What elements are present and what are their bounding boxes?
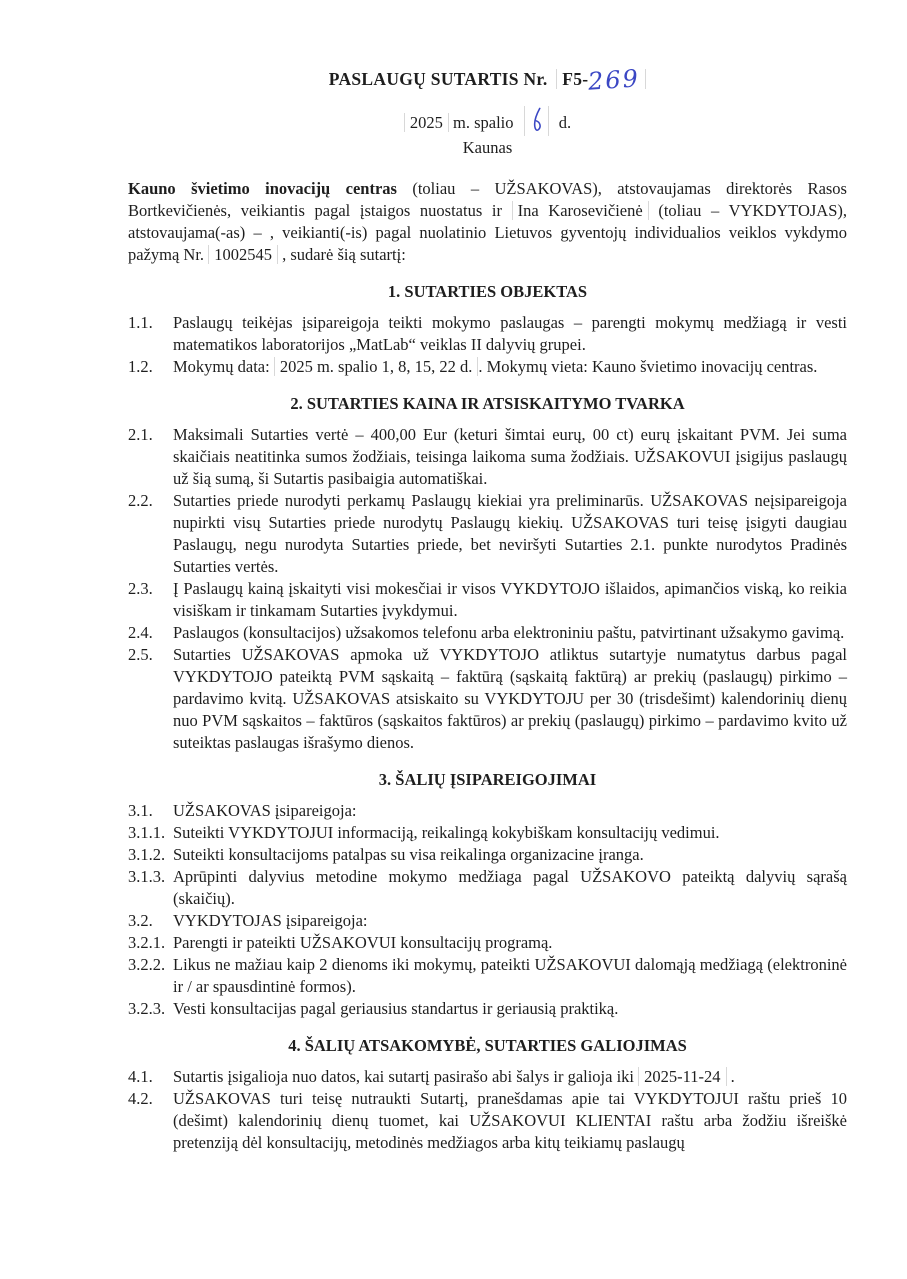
text-run: Į Paslaugų kainą įskaityti visi mokesčiai ir visos VYKDYTOJO išlaidos, apimančios viską, ko reikia visiškam ir tinkamam Sutarties įvykdymui.	[173, 579, 847, 620]
text-run: , sudarė šią sutartį:	[277, 245, 406, 264]
clause-text	[173, 998, 847, 1020]
contract-number-handwritten: 269	[587, 64, 642, 96]
text-run: Suteikti VYKDYTOJUI informaciją, reikalingą kokybiškam konsultacijų vedimui.	[173, 823, 720, 842]
preamble-paragraph	[128, 178, 847, 266]
text-run: Parengti ir pateikti UŽSAKOVUI konsultacijų programą.	[173, 933, 553, 952]
clause-number: 3.2.3.	[128, 999, 166, 1018]
contract-number-prefix: F5-	[562, 69, 589, 89]
text-run: Vesti konsultacijas pagal geriausius standartus ir geriausią praktiką.	[173, 999, 619, 1018]
form-field-value: Ina Karosevičienė	[512, 201, 649, 220]
contract-clause	[128, 866, 847, 910]
clause-text	[173, 312, 847, 356]
text-run: Suteikti konsultacijoms patalpas su visa reikalinga organizacine įranga.	[173, 845, 644, 864]
contract-clause	[128, 424, 847, 490]
text-run: . Mokymų vieta: Kauno švietimo inovacijų centras.	[478, 357, 818, 376]
contract-clause	[128, 312, 847, 356]
clause-number: 2.1.	[128, 425, 153, 444]
clause-number: 3.1.1.	[128, 823, 166, 842]
clause-text	[173, 1088, 847, 1154]
text-run: UŽSAKOVAS įsipareigoja:	[173, 801, 357, 820]
document-title-line	[128, 64, 847, 94]
handwritten-day-digit	[530, 106, 543, 134]
clause-text	[173, 866, 847, 910]
contract-clause	[128, 356, 847, 378]
clause-text	[173, 822, 847, 844]
contract-clause	[128, 622, 847, 644]
clause-text	[173, 424, 847, 490]
clause-text	[173, 844, 847, 866]
text-run: UŽSAKOVAS turi teisę nutraukti Sutartį, pranešdamas apie tai VYKDYTOJUI raštu prieš 10 (dešimt) kalendorinių dienų tuomet, kai UŽSAKOVUI KLIENTAI raštu arba žodžiu išreiškė pretenziją dėl konsultacijų, metodinės medžiagos arba kitų teikiamų paslaugų	[173, 1089, 847, 1152]
clause-number: 2.3.	[128, 579, 153, 598]
contract-clause	[128, 578, 847, 622]
clause-text	[173, 954, 847, 998]
text-run: Paslaugų teikėjas įsipareigoja teikti mokymo paslaugas – parengti mokymų medžiagą ir vesti matematikos laboratorijos „MatLab“ veiklas II dalyvių grupei.	[173, 313, 847, 354]
clause-text	[173, 800, 847, 822]
bold-text: Kauno švietimo inovacijų centras	[128, 179, 397, 198]
text-run: (toliau – VYKDYTOJAS), atstovaujama(-as) – , veikianti(-is) pagal nuolatinio Lietuvos gyventojų individualios veiklos vykdymo pažymą Nr.	[128, 201, 848, 264]
contract-clause	[128, 910, 847, 932]
sections-container	[128, 281, 847, 1154]
clause-text	[173, 356, 847, 378]
contract-clause	[128, 932, 847, 954]
text-run: Aprūpinti dalyvius metodine mokymo medžiaga pagal UŽSAKOVO pateiktą dalyvių sąrašą (skaičių).	[173, 867, 847, 908]
form-field-value: 2025 m. spalio 1, 8, 15, 22 d.	[274, 357, 479, 376]
month-label: m. spalio	[453, 113, 514, 132]
text-run: VYKDYTOJAS įsipareigoja:	[173, 911, 368, 930]
text-run: Paslaugos (konsultacijos) užsakomos telefonu arba elektroniniu paštu, patvirtinant užsakymo gavimą.	[173, 623, 845, 642]
section-heading: 3. ŠALIŲ ĮSIPAREIGOJIMAI	[378, 770, 597, 789]
clause-number: 1.1.	[128, 313, 153, 332]
clause-number: 4.1.	[128, 1067, 153, 1086]
text-run: Sutarties UŽSAKOVAS apmoka už VYKDYTOJO atliktus sutartyje numatytus darbus pagal VYKDYTOJO pateiktą PVM sąskaitą – faktūrą (sąskaitą faktūrą) ar prekių (paslaugų) pirkimo – pardavimo kvitą. UŽSAKOVAS atsiskaito su VYKDYTOJU per 30 (trisdešimt) kalendorinių dienų nuo PVM sąskaitos – faktūros (sąskaitos faktūros) ar prekių (paslaugų) pirkimo – pardavimo kvito už suteiktas paslaugas išrašymo dienos.	[173, 645, 847, 752]
clause-number: 2.2.	[128, 491, 153, 510]
clause-text	[173, 622, 847, 644]
clause-number: 2.4.	[128, 623, 153, 642]
clause-text	[173, 578, 847, 622]
year-field: 2025	[404, 113, 449, 132]
contract-clause	[128, 822, 847, 844]
contract-clause	[128, 998, 847, 1020]
clause-text	[173, 490, 847, 578]
clause-number: 3.2.1.	[128, 933, 166, 952]
section-heading: 1. SUTARTIES OBJEKTAS	[387, 282, 588, 301]
date-line	[128, 106, 847, 136]
form-field-value: 1002545	[208, 245, 278, 264]
day-field	[524, 106, 549, 136]
text-run: (toliau – UŽSAKOVAS), atstovaujamas direktorės Rasos Bortkevičienės, veikiantis pagal įstaigos nuostatus ir	[128, 179, 847, 220]
clause-text	[173, 910, 847, 932]
contract-clause	[128, 1066, 847, 1088]
clause-number: 3.2.	[128, 911, 153, 930]
contract-clause	[128, 644, 847, 754]
contract-clause	[128, 844, 847, 866]
section-heading: 4. ŠALIŲ ATSAKOMYBĖ, SUTARTIES GALIOJIMAS	[288, 1036, 687, 1055]
clause-number: 3.1.	[128, 801, 153, 820]
contract-clause	[128, 1088, 847, 1154]
clause-number: 3.2.2.	[128, 955, 166, 974]
day-suffix: d.	[558, 113, 572, 132]
clause-text	[173, 1066, 847, 1088]
clause-number: 3.1.2.	[128, 845, 166, 864]
clause-number: 4.2.	[128, 1089, 153, 1108]
contract-clause	[128, 490, 847, 578]
contract-clause	[128, 954, 847, 998]
clause-text	[173, 932, 847, 954]
form-field-value: 2025-11-24	[638, 1067, 726, 1086]
section-heading: 2. SUTARTIES KAINA IR ATSISKAITYMO TVARKA	[290, 394, 685, 413]
clause-text	[173, 644, 847, 754]
clause-number: 2.5.	[128, 645, 153, 664]
text-run: Sutartis įsigalioja nuo datos, kai sutartį pasirašo abi šalys ir galioja iki	[173, 1067, 639, 1086]
text-run: .	[726, 1067, 735, 1086]
contract-number-field	[556, 64, 646, 96]
text-run: Sutarties priede nurodyti perkamų Paslaugų kiekiai yra preliminarūs. UŽSAKOVAS neįsipareigoja nupirkti visų Sutarties priede nurodytų Paslaugų kiekių. UŽSAKOVAS turi teisę įsigyti daugiau Paslaugų, negu nurodyta Sutarties priede, bet neviršyti Sutarties 2.1. punkte nurodytos Pradinės Sutarties vertės.	[173, 491, 847, 576]
text-run: Maksimali Sutarties vertė – 400,00 Eur (keturi šimtai eurų, 00 ct) eurų įskaitant PVM. Jei suma skaičiais neatitinka sumos žodžiais, teisinga laikoma suma žodžiais. UŽSAKOVUI įsigijus paslaugų už šią sumą, ši Sutartis pasibaigia automatiškai.	[173, 425, 847, 488]
city: Kaunas	[462, 138, 513, 157]
contract-clause	[128, 800, 847, 822]
clause-number: 3.1.3.	[128, 867, 166, 886]
text-run: Mokymų data:	[173, 357, 274, 376]
document-title: PASLAUGŲ SUTARTIS Nr.	[328, 69, 548, 89]
clause-number: 1.2.	[128, 357, 153, 376]
text-run: Likus ne mažiau kaip 2 dienoms iki mokymų, pateikti UŽSAKOVUI dalomąją medžiagą (elektroninė ir / ar spausdintinė formos).	[173, 955, 847, 996]
